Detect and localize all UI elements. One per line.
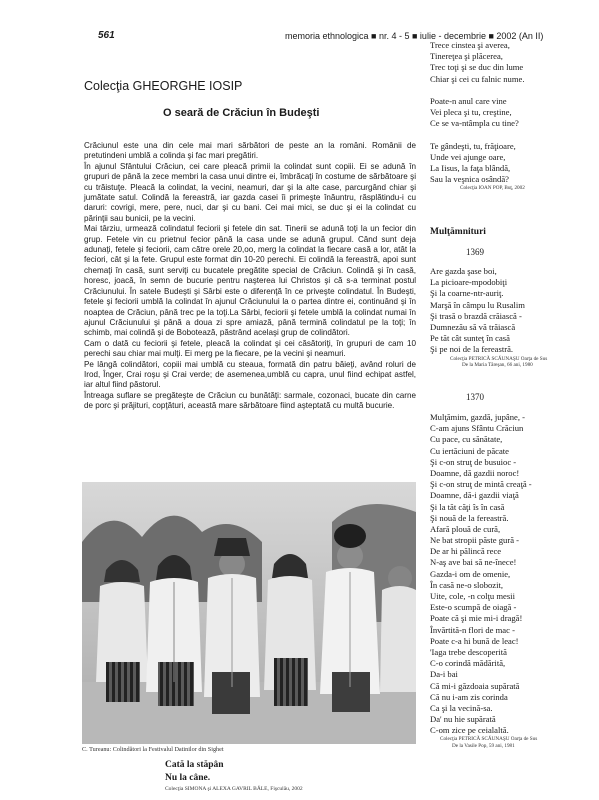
verse-line: Ne bat stropii păste gură - [430, 535, 520, 546]
paragraph: Mai târziu, urmează colindatul feciorii şi fetele din sat. Tinerii se adună toţi la un fecior din grup. Fetele vin cu prietnul fecior până la casa unde se adună grupul. Când sunt deja adunaţi, fetele şi feciorii, cam către orele 20,oo, merg la colindat la fiecare casă a lor, atât la feciori, cât şi la fete. Grupul este format din 10-20 perechi. Ei colindă la fereastră, apoi sunt chemaţi în casă, sunt serviţi cu bucatele pregătite special de Crăciun. Colindă şi în casă, horesc, joacă, în semn de bucurie pentru naşterea lui Christos şi că s-a terminat postul Crăciunului. În satele Budeşti şi Sârbi este o diferenţă în ce priveşte colindatul. În Budeşti, fetele şi feciorii umblă la colindat în ajunul Crăciunului la o partea dintre ei, continuând şi în noaptea de Crăciun, până trec pe la toţi.La Sârbi, feciorii şi fetele umblă la colindat numai în ajunul Crăciunului şi până a doua zi spre amiază, până termină colindatul pe la toţi; în schimb, mai colindă şi de Bobotează, păstrând acelaşi grup de colindători. [84, 224, 416, 338]
poem-credit: Colecţia IOAN POP, Buţ, 2002 [460, 185, 525, 192]
page-number: 561 [98, 30, 115, 41]
verse-line: C-om zice pe ceialaltă. [430, 725, 509, 736]
verse-line: Afară plouă de cură, [430, 523, 501, 534]
verse-line: Şi la tăt căţi îs în casă [430, 501, 505, 512]
proverb-credit: Colecţia SIMONA şi ALEXA GAVRIL BĂLE, Fişculău, 2002 [165, 786, 303, 792]
proverb-line-2: Nu la câne. [165, 773, 211, 783]
year-1369: 1369 [466, 247, 484, 257]
verse-line: Ca şi la vecină-sa. [430, 702, 493, 713]
verse-line: C-am ajuns Sfântu Crăciun [430, 423, 524, 434]
paragraph: Crăciunul este una din cele mai mari sărbători de peste an la români. Românii de pretutindeni umblă a colinda şi fac mari pregătiri. [84, 141, 416, 161]
verse-line: Cu pace, cu sănătate, [430, 434, 503, 445]
poem [430, 40, 595, 192]
carolers-photo [82, 482, 416, 744]
poem-line: Trece cinstea şi averea, [430, 40, 510, 50]
poem-line: Poate-n anul care vine [430, 95, 507, 106]
verse-line: Da' nu hie supărată [430, 714, 496, 725]
verse-line: 'Iaga trebe descoperită [430, 646, 507, 657]
verse-line: De ar hi pălincă rece [430, 546, 502, 557]
verse-line: Şi nouă de la fereastră. [430, 512, 509, 523]
verse-line: C-o corindă mădărită, [430, 658, 506, 669]
collection-title: Colecţia GHEORGHE IOSIP [84, 79, 243, 93]
photo-caption: C. Tureanu: Colindători la Festivalul Datinilor din Sighet [82, 746, 224, 753]
verse-1369 [430, 266, 595, 369]
verse-line: Da-i bai [430, 669, 458, 680]
verse-line: Poate c-a hi bună de leac! [430, 635, 519, 646]
verse-line: Este-o scumpă de oiagă - [430, 602, 517, 613]
verse-line: Că mi-i găzdoaia supărată [430, 680, 520, 691]
section-heading: Mulţămnituri [430, 227, 486, 237]
paragraph: Pe lângă colindători, copiii mai umblă cu steaua, formată din patru băieţi, având roluri de Irod, Înger, Crai roşu şi Crai verde; de asemenea,umblă cu capra, unul fiind echipat astfel, iar altul fiind păstorul. [84, 359, 416, 390]
poem-line: Tinereţea şi plăcerea, [430, 51, 503, 62]
paragraph: Întreaga suflare se pregăteşte de Crăciun cu bunătăţi: sarmale, cozonaci, bucate din carne de porc şi prăjituri, copţături, această mare sărbătoare fiind aşteptată cu multă bucurie. [84, 390, 416, 411]
verse-line: Şi c-on struţ de mintă creaţă - [430, 479, 532, 490]
article-body [84, 141, 416, 412]
verse-line: Poate că şi mie mi-i dragă! [430, 613, 523, 624]
article-title: O seară de Crăciun în Budeşti [163, 107, 320, 119]
paragraph: Cam o dată cu feciorii şi fetele, pleacă la colindat şi cei căsătoriţi, în grupuri de cam 10 perechi sau chiar mai mulţi. Ei merg pe la fiecare, pe la vecini şi neamuri. [84, 338, 416, 359]
verse-line: Uite, cole, -n colţu mesii [430, 591, 515, 601]
proverb-line-1: Cată la stăpân [165, 760, 224, 770]
poem-line: Unde vei ajunge oare, [430, 151, 506, 162]
year-1370: 1370 [466, 392, 484, 402]
verse-line: Are gazda şase boi, [430, 266, 497, 276]
paragraph: În ajunul Sfântului Crăciun, cei care pleacă primii la colindat sunt copiii. Ei se adună în grupuri de până la zece membri la casa unui dintre ei, îmbrăcaţi în costume de sărbătoare şi cu trăistuţe. Pleacă la colindat, la vecini, neamuri, dar şi la alte case, parcurgând chiar şi jumătate satul. Colindă la fereastră, iar gazda casei îi primeşte înăuntru, răsplătindu-i cu daruri: covrigi, mere, pere, nuci, dar şi cu bani. Cei mai mici, se duc şi ei la colindat cu părinţii sau bunicii, pe la vecini. [84, 161, 416, 223]
verse-line: Şi pe noi de la fereastră. [430, 344, 514, 355]
verse-line: Mulţămim, gazdă, jupâne, - [430, 412, 525, 422]
verse-1369-credit: Colecţia PETRICĂ SCĂUNAŞU Oarţa de Sus [450, 355, 548, 362]
verse-line: Marşă în câmpu lu Rusalim [430, 299, 525, 310]
verse-line: Că nu i-am zis corinda [430, 691, 508, 702]
verse-line: Şi c-on struţ de busuioc - [430, 456, 517, 467]
verse-line: Cu iertăciuni de păcate [430, 445, 509, 456]
poem-line: Vei pleca şi tu, creştine, [430, 107, 512, 118]
verse-1370 [430, 412, 595, 749]
journal-header: memoria ethnologica ■ nr. 4 - 5 ■ iulie - decembrie ■ 2002 (An II) [285, 31, 544, 41]
poem-line: Te gândeşti, tu, frăţioare, [430, 140, 516, 151]
verse-line: Gazda-i om de omenie, [430, 568, 511, 579]
poem-line: La Iisus, la faţa blândă, [430, 163, 511, 174]
poem-line: Trec toţi şi se duc din lume [430, 62, 524, 73]
verse-line: Doamne, dă gazdii noroc! [430, 467, 520, 478]
carolers-photo-drawing [82, 482, 416, 744]
verse-line: Şi trasă o brazdă crăiască - [430, 310, 522, 321]
poem-line: Sau la veşnica osândă? [430, 174, 509, 185]
verse-line: În casă ne-o slobozit, [430, 579, 504, 590]
verse-line: Doamne, dă-i gazdii viaţă [430, 490, 519, 501]
verse-line: Pe tăt cât sunteţ în casă [430, 333, 510, 344]
verse-line: Şi la coarne-ntr-auriţ. [430, 288, 504, 299]
poem-line: Chiar şi cei cu falnic nume. [430, 73, 525, 84]
verse-1369-source: De la Maria Tăreşan, 66 ani, 1980 [462, 362, 533, 368]
poem-line [430, 85, 595, 96]
verse-line: N-aş ave bai să ne-înece! [430, 557, 517, 568]
verse-line: Dumnezău să vă trăiască [430, 321, 516, 332]
verse-1370-credit: Colecţia PETRICĂ SCĂUNAŞU Oarţa de Sus [440, 736, 538, 743]
poem-line: Ce se va-ntâmpla cu tine? [430, 118, 519, 129]
verse-line: La picioare-mpodobiţi [430, 277, 508, 288]
poem-line [430, 130, 595, 141]
verse-1370-source: De la Vasile Pop, 59 ani, 1981 [452, 742, 515, 749]
verse-line: Învărtită-n flori de mac - [430, 624, 515, 635]
